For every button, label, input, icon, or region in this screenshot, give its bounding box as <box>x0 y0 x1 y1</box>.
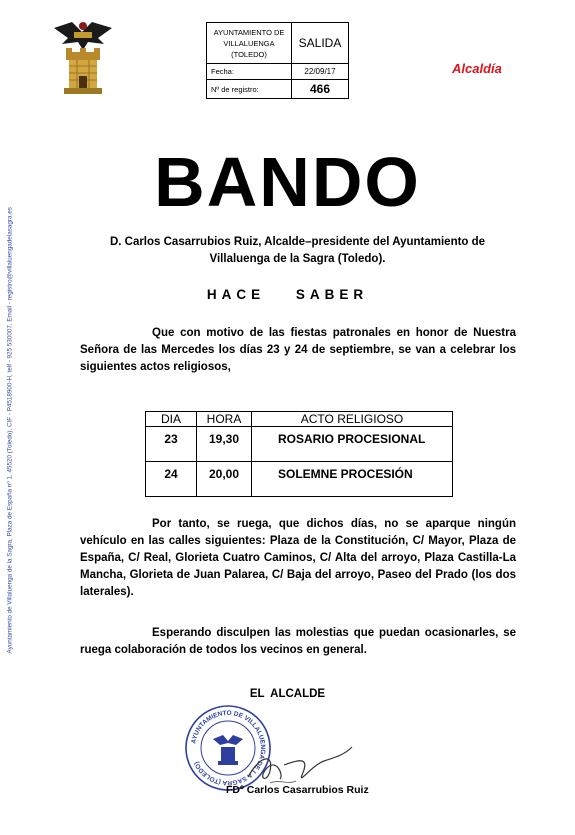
registry-stamp-table <box>206 22 349 99</box>
table-cell-day: 24 <box>146 462 197 497</box>
registry-office-name: AYUNTAMIENTO DE VILLALUENGA (TOLEDO) <box>207 23 292 64</box>
side-address-text: Ayuntamiento de Villaluenga de la Sagra, Plaza de España nº 1, 45520 (Toledo), CIF - P4518900-H, telf - 925 530007, Email - registro@villaluengadelasagra.es <box>6 207 14 654</box>
table-header-day: DIA <box>146 412 197 427</box>
registry-number-value: 466 <box>292 80 349 99</box>
hace-saber-heading: HACE SABER <box>206 287 369 302</box>
table-cell-act: SOLEMNE PROCESIÓN <box>252 462 453 497</box>
registry-direction: SALIDA <box>292 23 349 64</box>
paragraph-1 <box>80 325 516 376</box>
department-label: Alcaldía <box>452 61 502 76</box>
table-header-time: HORA <box>197 412 252 427</box>
registry-date-value: 22/09/17 <box>292 64 349 80</box>
mayor-role-label: EL ALCALDE <box>249 688 326 700</box>
document-title: BANDO <box>154 143 421 221</box>
paragraph-2 <box>80 516 516 601</box>
table-row <box>146 427 453 462</box>
table-cell-day: 23 <box>146 427 197 462</box>
intro-text: D. Carlos Casarrubios Ruiz, Alcalde–presidente del Ayuntamiento de Villaluenga de la Sagra (Toledo). <box>109 236 486 265</box>
religious-acts-table <box>145 411 453 497</box>
signer-name: FDº Carlos Casarrubios Ruiz <box>226 784 369 796</box>
table-header-act: ACTO RELIGIOSO <box>252 412 453 427</box>
table-cell-act: ROSARIO PROCESIONAL <box>252 427 453 462</box>
svg-text:AYUNTAMIENTO DE VILLALUENGA DE: AYUNTAMIENTO DE VILLALUENGA DE LA SAGRA (TOLEDO) <box>190 709 267 787</box>
paragraph-3 <box>80 625 516 659</box>
paragraph-3-text: Esperando disculpen las molestias que puedan ocasionarles, se ruega colaboración de todos los vecinos en general. <box>80 627 516 656</box>
table-cell-time: 19,30 <box>197 427 252 462</box>
table-header-row <box>146 412 453 427</box>
paragraph-1-text: Que con motivo de las fiestas patronales en honor de Nuestra Señora de las Mercedes los días 23 y 24 de septiembre, se van a celebrar los siguientes actos religiosos, <box>80 327 516 373</box>
registry-date-label: Fecha: <box>207 64 292 80</box>
registry-number-label: Nº de registro: <box>207 80 292 99</box>
table-cell-time: 20,00 <box>197 462 252 497</box>
coat-of-arms-logo <box>52 18 114 96</box>
paragraph-2-text: Por tanto, se ruega, que dichos días, no se aparque ningún vehículo en las calles siguientes: Plaza de la Constitución, C/ Mayor, Plaza de España, C/ Real, Glorieta Cuatro Caminos, C/ Alta del arroyo, Plaza Castilla-La Mancha, Glorieta de Juan Palarea, C/ Baja del arroyo, Paseo del Prado (los dos laterales). <box>80 518 516 598</box>
table-row <box>146 462 453 497</box>
